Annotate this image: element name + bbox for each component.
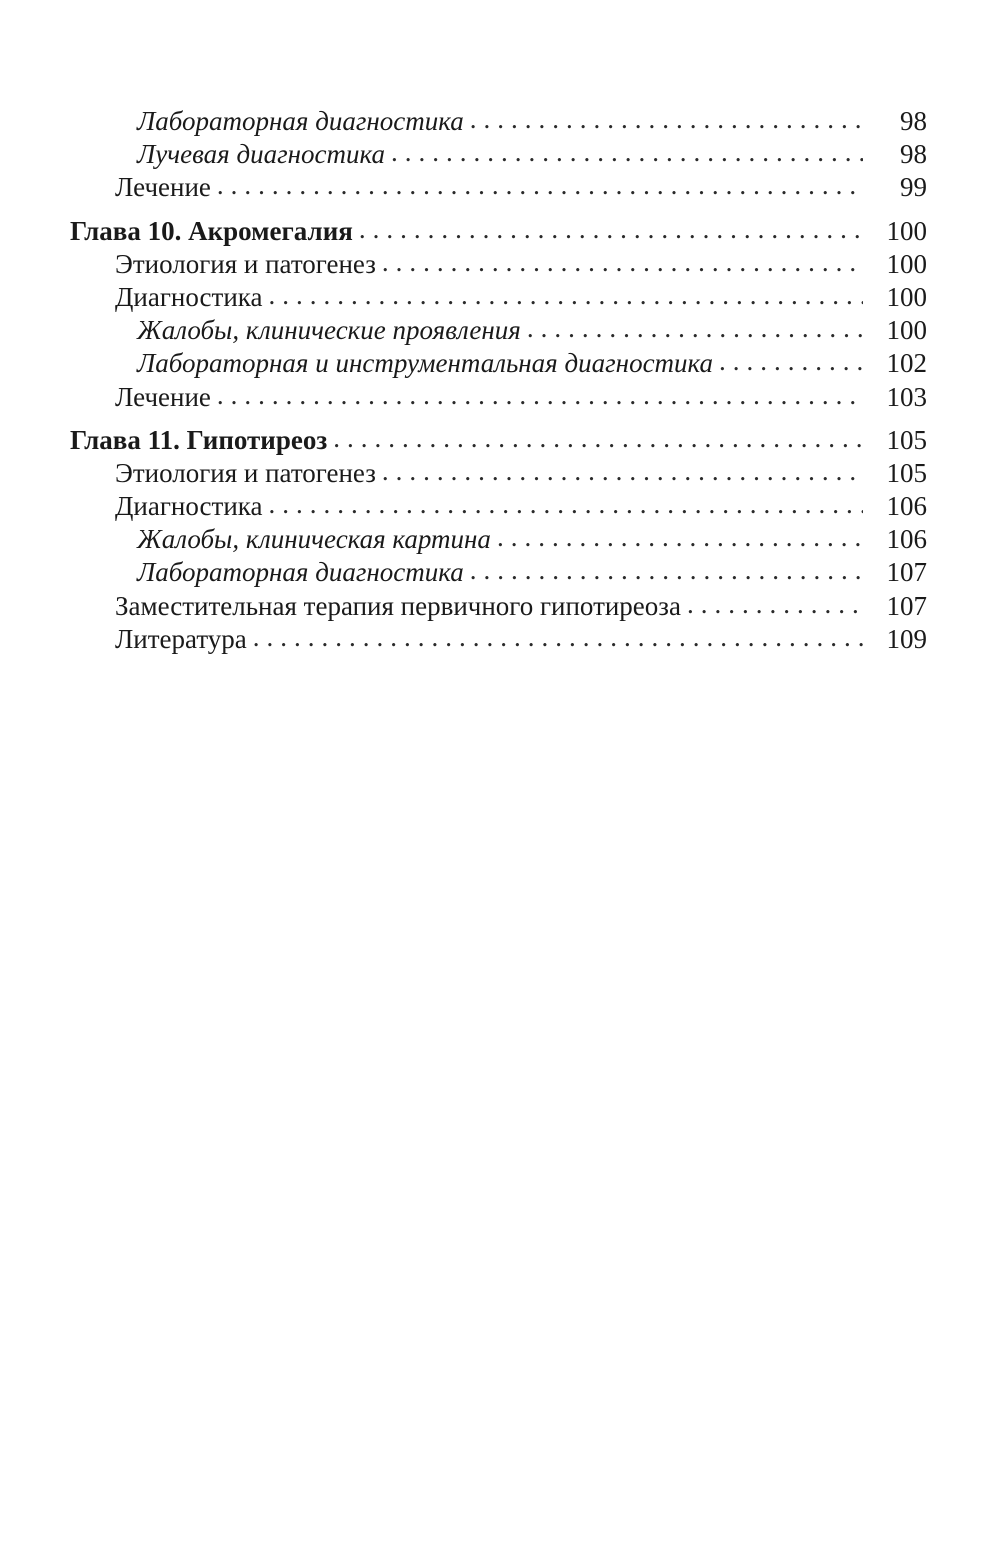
dot-leader [268, 279, 863, 312]
toc-entry-title: Лабораторная диагностика [137, 106, 464, 136]
dot-leader [391, 136, 863, 169]
toc-entry [70, 281, 927, 314]
toc-entry [70, 490, 927, 523]
toc-entry-page: 100 [886, 215, 927, 246]
toc-entry [70, 623, 927, 656]
toc-entry-title: Заместительная терапия первичного гипотиреоза [115, 590, 681, 621]
toc-entry-title: Литература [115, 623, 247, 654]
dot-leader [527, 312, 863, 345]
dot-leader [333, 422, 863, 455]
toc-entry [70, 523, 927, 556]
toc-chapter-heading [70, 424, 927, 457]
toc-entry [70, 314, 927, 347]
dot-leader [382, 246, 863, 279]
toc-entry [70, 171, 927, 204]
toc-entry [70, 347, 927, 380]
dot-leader [719, 345, 863, 378]
toc-entry-page: 99 [900, 172, 927, 203]
dot-leader [268, 488, 863, 521]
toc-entry [70, 590, 927, 623]
toc-entry-title: Лечение [115, 172, 211, 203]
toc-entry-title: Диагностика [115, 491, 263, 522]
toc-entry-title: Этиология и патогенез [115, 457, 376, 488]
table-of-contents [70, 105, 927, 656]
dot-leader [382, 455, 863, 488]
toc-entry [70, 105, 927, 138]
toc-entry-title: Жалобы, клиническая картина [137, 524, 491, 555]
toc-entry-page: 106 [886, 491, 927, 522]
dot-leader [497, 521, 863, 554]
toc-entry-page: 109 [886, 623, 927, 654]
toc-entry-title: Этиология и патогенез [115, 248, 376, 279]
toc-entry-page: 106 [886, 524, 927, 555]
toc-entry-page: 98 [900, 139, 927, 170]
toc-entry-page: 107 [886, 557, 927, 588]
toc-entry [70, 381, 927, 414]
toc-entry [70, 248, 927, 281]
toc-entry-page: 100 [886, 281, 927, 312]
dot-leader [687, 588, 863, 621]
toc-entry-title: Лечение [115, 381, 211, 412]
toc-entry-title: Лабораторная и инструментальная диагностика [137, 348, 714, 379]
toc-entry-page: 100 [886, 248, 927, 279]
toc-entry-title: Жалобы, клинические проявления [137, 315, 521, 346]
toc-entry-page: 105 [886, 457, 927, 488]
toc-entry-page: 102 [886, 348, 927, 379]
dot-leader [217, 379, 863, 412]
toc-chapter-title: Глава 11. Гипотиреоз [70, 424, 328, 455]
toc-entry-page: 103 [886, 381, 927, 412]
toc-entry-page: 107 [886, 590, 927, 621]
toc-entry-page: 105 [886, 424, 927, 455]
dot-leader [253, 621, 863, 654]
toc-chapter-heading [70, 215, 927, 248]
toc-entry-page: 100 [886, 315, 927, 346]
toc-entry-title: Лучевая диагностика [137, 139, 385, 170]
dot-leader [470, 554, 863, 587]
toc-entry-title: Лабораторная диагностика [137, 557, 464, 588]
dot-leader [359, 213, 863, 246]
dot-leader [217, 169, 863, 202]
toc-entry-title: Диагностика [115, 281, 263, 312]
toc-chapter-title: Глава 10. Акромегалия [70, 215, 353, 246]
toc-entry [70, 457, 927, 490]
toc-entry [70, 138, 927, 171]
toc-entry-page: 98 [900, 106, 927, 136]
toc-entry [70, 556, 927, 589]
dot-leader [470, 103, 863, 136]
